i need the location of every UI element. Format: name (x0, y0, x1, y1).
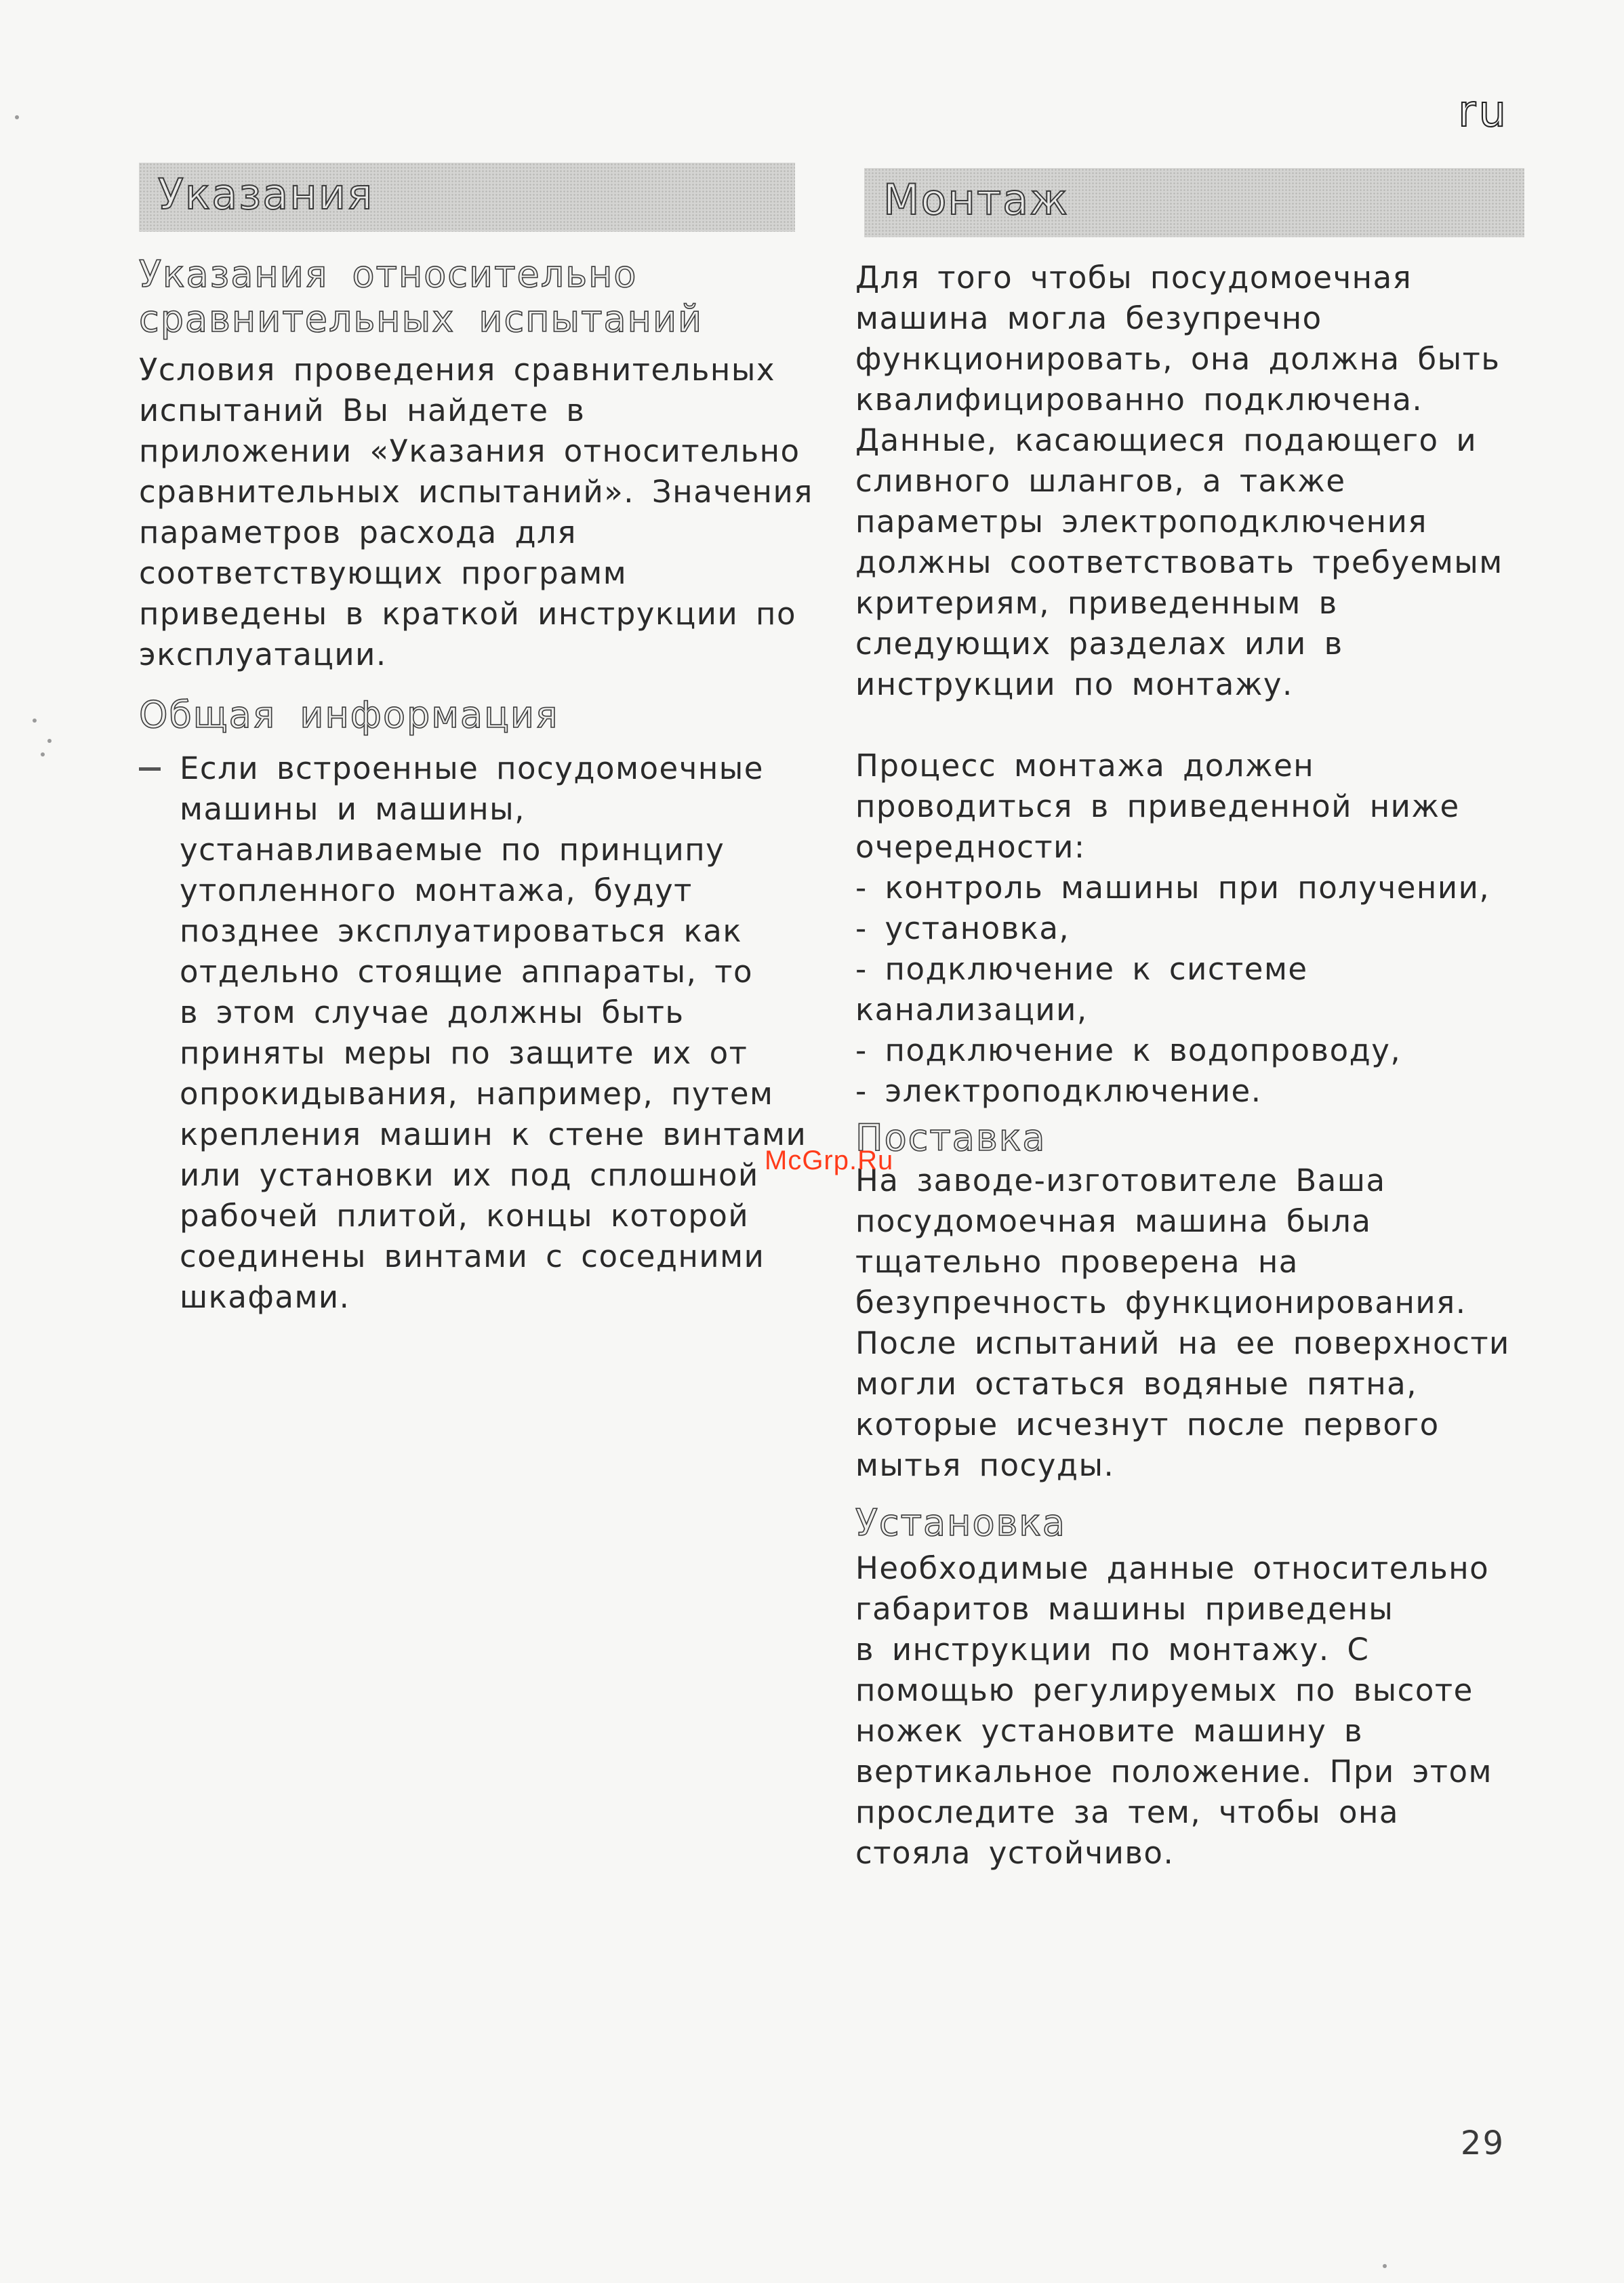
heading-comparison-tests (139, 252, 807, 342)
text-line: Условия проведения сравнительных (139, 352, 775, 388)
right-column (855, 258, 1533, 1874)
text-line: сливного шлангов, а также (855, 463, 1346, 499)
heading-general-info: Общая информация (139, 693, 559, 736)
paragraph-installation-order (855, 746, 1533, 1112)
text-line: Необходимые данные относительно (855, 1550, 1490, 1586)
text-line: На заводе-изготовителе Ваша (855, 1163, 1386, 1198)
text-line: безупречность функционирования. (855, 1285, 1467, 1320)
list-item: - электроподключение. (855, 1073, 1262, 1109)
text-line: соединены винтами с соседними (180, 1238, 765, 1274)
scan-speck (47, 739, 52, 743)
text-line: машины и машины, (180, 791, 525, 827)
text-line: стояла устойчиво. (855, 1835, 1175, 1871)
list-item: - контроль машины при получении, (855, 870, 1490, 906)
text-line: устанавливаемые по принципу (180, 832, 725, 868)
text-line: позднее эксплуатироваться как (180, 913, 743, 949)
text-line: могли остаться водяные пятна, (855, 1366, 1418, 1402)
text-line: мытья посуды. (855, 1447, 1115, 1483)
heading-line: сравнительных испытаний (139, 298, 704, 340)
text-line: приняты меры по защите их от (180, 1035, 748, 1071)
text-line: параметры электроподключения (855, 504, 1427, 540)
text-line: Если встроенные посудомоечные (180, 750, 764, 786)
text-line: Для того чтобы посудомоечная (855, 260, 1413, 296)
text-line: квалифицированно подключена. (855, 382, 1423, 418)
text-line: очередности: (855, 829, 1086, 865)
text-line: параметров расхода для (139, 514, 577, 550)
text-line: или установки их под сплошной (180, 1157, 759, 1193)
text-line: проводиться в приведенной ниже (855, 788, 1460, 824)
dash-bullet-icon (139, 767, 161, 771)
section-band-instructions (139, 163, 795, 232)
text-line: ножек установите машину в (855, 1713, 1364, 1749)
text-line: приведены в краткой инструкции по (139, 596, 796, 632)
text-line: отдельно стоящие аппараты, то (180, 954, 753, 990)
text-line: посудомоечная машина была (855, 1203, 1372, 1239)
text-line: которые исчезнут после первого (855, 1407, 1440, 1442)
text-line: инструкции по монтажу. (855, 666, 1293, 702)
text-line: эксплуатации. (139, 637, 387, 672)
text-line: приложении «Указания относительно (139, 433, 800, 469)
heading-line: Указания относительно (139, 253, 638, 296)
text-line: Данные, касающиеся подающего и (855, 422, 1478, 458)
scan-speck (33, 719, 37, 723)
paragraph-comparison-tests (139, 350, 813, 675)
paragraph-installation-intro (855, 258, 1533, 705)
text-line: опрокидывания, например, путем (180, 1076, 774, 1112)
text-line: следующих разделах или в (855, 626, 1343, 662)
text-line: функционировать, она должна быть (855, 341, 1501, 377)
text-line: После испытаний на ее поверхности (855, 1325, 1510, 1361)
heading-delivery: Поставка (855, 1116, 1047, 1159)
site-watermark: McGrp.Ru (765, 1146, 894, 1175)
text-line: критериям, приведенным в (855, 585, 1338, 621)
text-line: испытаний Вы найдете в (139, 392, 586, 428)
paragraph-setup (855, 1548, 1533, 1874)
list-item (139, 748, 807, 1318)
text-line: тщательно проверена на (855, 1244, 1299, 1280)
text-line: утопленного монтажа, будут (180, 872, 693, 908)
text-line: рабочей плитой, концы которой (180, 1198, 750, 1234)
text-line: вертикальное положение. При этом (855, 1754, 1493, 1790)
paragraph-delivery (855, 1160, 1533, 1486)
list-item: - подключение к водопроводу, (855, 1032, 1402, 1068)
text-line: должны соответствовать требуемым (855, 544, 1503, 580)
scan-speck (1383, 2264, 1387, 2268)
text-line: габаритов машины приведены (855, 1591, 1394, 1627)
text-line: проследите за тем, чтобы она (855, 1794, 1399, 1830)
page-number: 29 (1460, 2124, 1505, 2162)
text-line: крепления машин к стене винтами (180, 1116, 807, 1152)
text-line: машина могла безупречно (855, 300, 1322, 336)
section-title-instructions: Указания (158, 169, 374, 219)
text-line: Процесс монтажа должен (855, 748, 1315, 784)
left-column (139, 252, 813, 1318)
text-line: канализации, (855, 992, 1088, 1028)
heading-setup: Установка (855, 1501, 1067, 1544)
text-line: в этом случае должны быть (180, 994, 685, 1030)
text-line: соответствующих программ (139, 555, 628, 591)
list-item: - подключение к системе (855, 951, 1308, 987)
text-line: помощью регулируемых по высоте (855, 1672, 1474, 1708)
scan-speck (41, 752, 45, 756)
section-title-installation: Монтаж (883, 175, 1069, 224)
text-line: шкафами. (180, 1279, 350, 1315)
list-item: - установка, (855, 910, 1070, 946)
language-code: ru (1458, 87, 1509, 137)
section-band-installation (864, 168, 1524, 237)
scan-speck (15, 115, 19, 119)
text-line: в инструкции по монтажу. С (855, 1632, 1370, 1668)
text-line: сравнительных испытаний». Значения (139, 474, 813, 510)
